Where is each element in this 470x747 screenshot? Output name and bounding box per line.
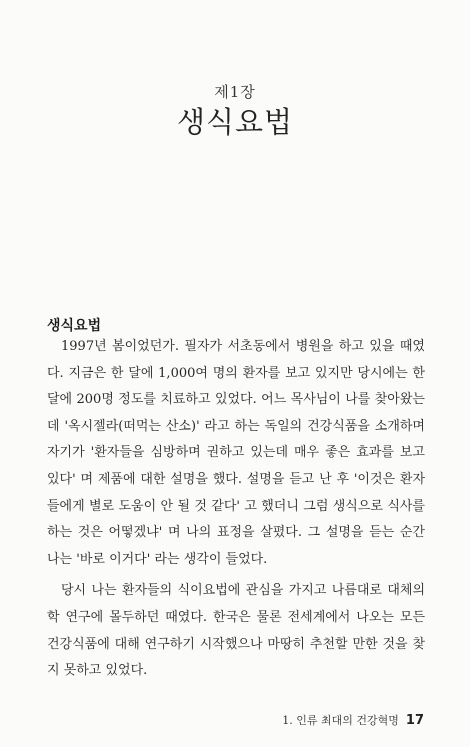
section-heading: 생식요법 — [47, 318, 102, 334]
chapter-number: 제1장 — [214, 83, 256, 101]
page-number: 17 — [405, 713, 424, 728]
page-footer — [282, 712, 424, 728]
paragraph: 1997년 봄이었던가. 필자가 서초동에서 병원을 하고 있을 때였다. 지금은 한 달에 1,000여 명의 환자를 보고 있지만 당시에는 한 달에 200명 정도를 치료하고 있었다. 어느 목사님이 나를 찾아왔는데 '옥시젤라(떠먹는 산소)' 라고 하는 독일의 건강식품을 소개하며 자기가 '환자들을 심방하며 권하고 있는데 매우 좋은 효과를 보고 있다' 며 제품에 대한 설명을 했다. 설명을 듣고 난 후 '이것은 환자들에게 별로 도움이 안 될 것 같다' 고 했더니 그럼 생식으로 식사를 하는 것은 어떻겠냐' 며 나의 표정을 살폈다. 그 설명을 듣는 순간 나는 '바로 이거다' 라는 생각이 들었다. — [47, 339, 425, 567]
paragraph: 당시 나는 환자들의 식이요법에 관심을 가지고 나름대로 대체의학 연구에 몰두하던 때였다. 한국은 물론 전세계에서 나오는 모든 건강식품에 대해 연구하기 시작했으나 마땅히 추천할 만한 것을 찾지 못하고 있었다. — [47, 583, 425, 679]
body-text — [47, 334, 425, 685]
running-head: 1. 인류 최대의 건강혁명 — [282, 714, 399, 727]
chapter-title: 생식요법 — [176, 105, 294, 139]
